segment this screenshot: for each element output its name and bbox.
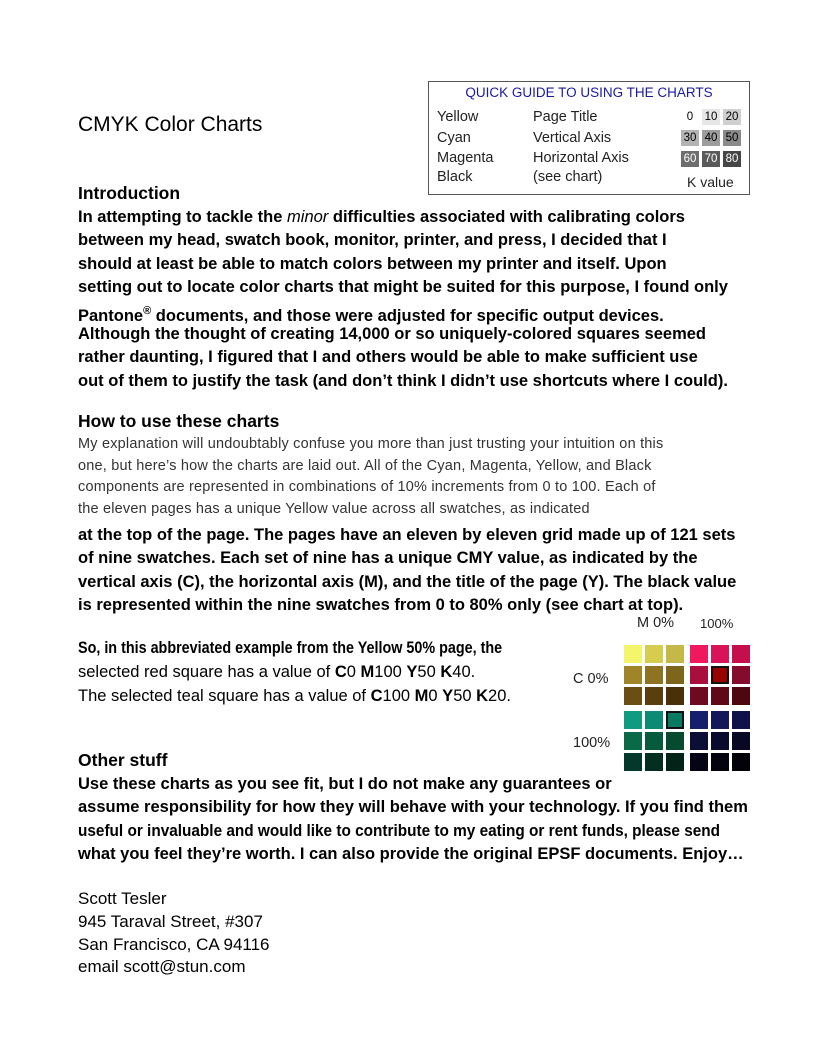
color-swatch — [711, 753, 729, 771]
guide-meaning-horizontal-axis: Horizontal Axis — [533, 150, 629, 166]
street-address: 945 Taraval Street, #307 — [78, 911, 263, 931]
text-span: The selected teal square has a value of — [78, 687, 371, 705]
code-letter: C — [370, 687, 383, 705]
guide-color-list — [437, 107, 493, 187]
k-value-cell: 10 — [702, 109, 720, 125]
code-letter: C — [334, 663, 347, 681]
color-swatch — [732, 711, 750, 729]
text-line: components are represented in combinations of 10% increments from 0 to 100. Each of — [78, 479, 656, 496]
guide-color-cyan: Cyan — [437, 129, 471, 146]
color-swatch — [732, 687, 750, 705]
color-swatch — [690, 711, 708, 729]
text-line: is represented within the nine swatches from 0 to 80% only (see chart at top). — [78, 596, 684, 615]
code-value: 0 — [346, 663, 361, 681]
color-swatch — [666, 645, 684, 663]
page-title: CMYK Color Charts — [78, 113, 263, 136]
color-swatch — [690, 732, 708, 750]
color-swatch — [732, 732, 750, 750]
text-line: out of them to justify the task (and don’t think I didn’t use shortcuts where I could). — [78, 371, 728, 390]
color-swatch — [624, 666, 642, 684]
text-line: useful or invaluable and would like to contribute to my eating or rent funds, please send — [78, 821, 721, 840]
color-swatch — [666, 666, 684, 684]
color-swatch — [645, 732, 663, 750]
color-swatch — [690, 666, 708, 684]
code-value: 0 — [428, 687, 443, 705]
k-value-cell: 70 — [702, 151, 720, 167]
k-value-cell: 20 — [723, 109, 741, 125]
color-swatch — [711, 645, 729, 663]
example-intro-line: So, in this abbreviated example from the Yellow 50% page, the — [78, 639, 503, 657]
code-letter: K — [440, 663, 453, 681]
how-to-light-paragraph — [78, 434, 663, 520]
text-line — [78, 206, 728, 229]
color-swatch — [645, 753, 663, 771]
text-line: vertical axis (C), the horizontal axis (M), and the title of the page (Y). The black value — [78, 572, 737, 591]
color-swatch — [645, 687, 663, 705]
registered-mark: ® — [143, 304, 152, 317]
example-teal-line — [78, 687, 511, 706]
email-address: email scott@stun.com — [78, 957, 246, 977]
color-swatch — [624, 687, 642, 705]
c-axis-start-label: C 0% — [573, 671, 609, 687]
text-line: should at least be able to match colors between my printer and itself. Upon — [78, 254, 667, 273]
text-line: at the top of the page. The pages have an eleven by eleven grid made up of 121 sets — [78, 526, 736, 544]
other-stuff-heading: Other stuff — [78, 750, 168, 770]
guide-meaning-see-chart: (see chart) — [533, 168, 603, 185]
text-span: difficulties associated with calibrating colors — [328, 208, 685, 226]
k-value-cell: 0 — [681, 109, 699, 125]
code-value: 20. — [488, 687, 511, 705]
color-swatch — [645, 711, 663, 729]
introduction-paragraph — [78, 206, 728, 393]
text-line: rather daunting, I figured that I and others would be able to make sufficient use — [78, 348, 698, 367]
k-value-cell: 80 — [723, 151, 741, 167]
text-line: assume responsibility for how they will behave with your technology. If you find them — [78, 798, 748, 817]
text-span: In attempting to tackle the — [78, 208, 288, 226]
code-value: 40. — [452, 663, 476, 681]
text-line: one, but here’s how the charts are laid out. All of the Cyan, Magenta, Yellow, and Black — [78, 457, 652, 474]
code-letter: M — [414, 687, 429, 705]
color-swatch — [624, 753, 642, 771]
code-value: 50 — [453, 687, 477, 705]
color-swatch — [690, 645, 708, 663]
color-swatch — [711, 732, 729, 750]
quick-guide-box — [428, 81, 750, 195]
emphasis-minor: minor — [287, 208, 329, 226]
code-value: 50 — [417, 663, 441, 681]
m-axis-start-label: M 0% — [637, 615, 675, 631]
city-address: San Francisco, CA 94116 — [78, 934, 270, 954]
quick-guide-heading: QUICK GUIDE TO USING THE CHARTS — [465, 85, 713, 100]
how-to-bold-paragraph — [78, 524, 736, 618]
color-swatch — [711, 711, 729, 729]
k-value-cell: 40 — [702, 130, 720, 146]
code-value: 100 — [374, 663, 407, 681]
how-to-heading: How to use these charts — [78, 411, 280, 431]
k-value-cell: 50 — [723, 130, 741, 146]
selected-color-swatch — [666, 711, 684, 729]
text-line: My explanation will undoubtably confuse you more than just trusting your intuition on this — [78, 436, 664, 452]
color-swatch — [690, 687, 708, 705]
guide-meaning-list — [533, 107, 629, 187]
contact-address — [78, 888, 270, 979]
m-axis-end-label: 100% — [700, 616, 734, 631]
c-axis-end-label: 100% — [573, 735, 611, 751]
guide-color-magenta: Magenta — [437, 150, 494, 166]
text-span: documents, and those were adjusted for specific output devices. — [151, 306, 664, 325]
text-span: selected red square has a value of — [78, 663, 335, 681]
color-swatch — [666, 753, 684, 771]
code-value: 100 — [382, 687, 415, 705]
text-line: Use these charts as you see fit, but I do not make any guarantees or — [78, 775, 612, 793]
color-swatch — [666, 687, 684, 705]
color-swatch — [624, 645, 642, 663]
color-swatch — [690, 753, 708, 771]
swatch-grid — [624, 645, 751, 773]
k-value-cell: 60 — [681, 151, 699, 167]
selected-color-swatch — [711, 666, 729, 684]
color-swatch — [645, 645, 663, 663]
color-swatch — [645, 666, 663, 684]
guide-color-yellow: Yellow — [437, 109, 479, 125]
code-letter: Y — [442, 687, 454, 705]
introduction-heading: Introduction — [78, 183, 181, 203]
text-line: the eleven pages has a unique Yellow value across all swatches, as indicated — [78, 500, 590, 517]
text-line: what you feel they’re worth. I can also provide the original EPSF documents. Enjoy… — [78, 845, 744, 864]
text-line: setting out to locate color charts that might be suited for this purpose, I found only — [78, 278, 728, 297]
color-swatch — [732, 645, 750, 663]
code-letter: K — [476, 687, 489, 705]
guide-color-black: Black — [437, 168, 473, 185]
text-line: Although the thought of creating 14,000 or so uniquely-colored squares seemed — [78, 324, 707, 343]
color-swatch — [624, 732, 642, 750]
text-line: of nine swatches. Each set of nine has a unique CMY value, as indicated by the — [78, 549, 698, 568]
guide-meaning-page-title: Page Title — [533, 109, 598, 125]
code-letter: Y — [406, 663, 418, 681]
text-line — [78, 300, 728, 323]
other-stuff-paragraph — [78, 773, 768, 867]
color-swatch — [732, 753, 750, 771]
code-letter: M — [360, 663, 375, 681]
k-value-label: K value — [687, 174, 734, 190]
color-swatch — [732, 666, 750, 684]
guide-meaning-vertical-axis: Vertical Axis — [533, 129, 612, 146]
color-swatch — [624, 711, 642, 729]
text-span: Pantone — [78, 306, 144, 325]
author-name: Scott Tesler — [78, 889, 167, 908]
k-value-cell: 30 — [681, 130, 699, 146]
color-swatch — [711, 687, 729, 705]
text-line: between my head, swatch book, monitor, printer, and press, I decided that I — [78, 231, 667, 250]
color-swatch — [666, 732, 684, 750]
example-red-line — [78, 663, 475, 682]
